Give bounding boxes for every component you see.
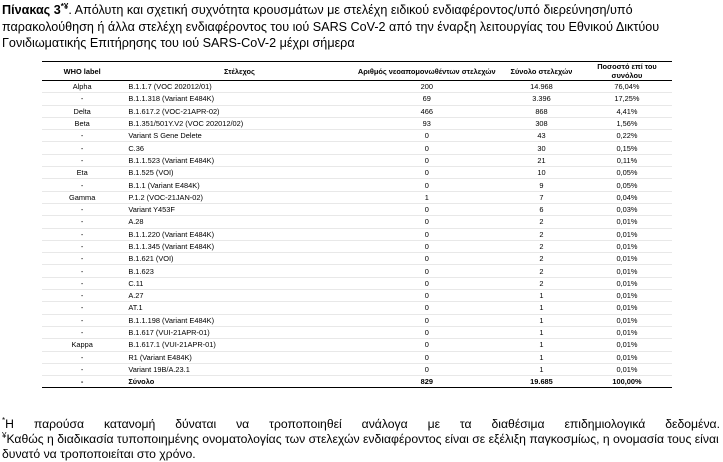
header-new-isolates: Αριθμός νεοαπομονωθέντων στελεχών: [352, 62, 501, 81]
cell-total: 3.396: [501, 93, 582, 105]
cell-new-isolates: 0: [352, 277, 501, 289]
cell-who-label: -: [42, 265, 122, 277]
cell-percentage: 0,01%: [582, 339, 672, 351]
cell-strain: Variant 19B/A.23.1: [122, 363, 352, 375]
table-row: [42, 81, 672, 93]
table-row: [42, 302, 672, 314]
cell-new-isolates: 0: [352, 314, 501, 326]
cell-strain: B.1.1.318 (Variant E484K): [122, 93, 352, 105]
cell-new-isolates: 93: [352, 117, 501, 129]
cell-percentage: 0,01%: [582, 351, 672, 363]
cell-percentage: 0,01%: [582, 290, 672, 302]
table-row: [42, 179, 672, 191]
caption-marks: *¥: [60, 1, 69, 11]
cell-new-isolates: 0: [352, 142, 501, 154]
cell-who-label: -: [42, 314, 122, 326]
table-row: [42, 277, 672, 289]
header-total: Σύνολο στελεχών: [501, 62, 582, 81]
cell-new-isolates: 0: [352, 302, 501, 314]
cell-who-label: -: [42, 228, 122, 240]
cell-who-label: Alpha: [42, 81, 122, 93]
cell-new-isolates: 69: [352, 93, 501, 105]
table-row: [42, 105, 672, 117]
cell-new-isolates: 0: [352, 253, 501, 265]
cell-strain: AT.1: [122, 302, 352, 314]
cell-strain: B.1.351/501Y.V2 (VOC 202012/02): [122, 117, 352, 129]
cell-percentage: 100,00%: [582, 376, 672, 388]
cell-new-isolates: 0: [352, 167, 501, 179]
cell-strain: A.28: [122, 216, 352, 228]
cell-percentage: 0,05%: [582, 167, 672, 179]
table-row: [42, 314, 672, 326]
table-row: [42, 154, 672, 166]
cell-total: 868: [501, 105, 582, 117]
cell-strain: B.1.1.198 (Variant E484K): [122, 314, 352, 326]
cell-who-label: -: [42, 351, 122, 363]
header-percentage: Ποσοστό επί του συνόλου: [582, 62, 672, 81]
cell-total: 1: [501, 351, 582, 363]
cell-new-isolates: 0: [352, 179, 501, 191]
cell-strain: Variant S Gene Delete: [122, 130, 352, 142]
table-row: [42, 265, 672, 277]
cell-new-isolates: 0: [352, 216, 501, 228]
table-row: [42, 240, 672, 252]
cell-who-label: -: [42, 142, 122, 154]
cell-total: 43: [501, 130, 582, 142]
table-row: [42, 167, 672, 179]
cell-percentage: 76,04%: [582, 81, 672, 93]
cell-who-label: Gamma: [42, 191, 122, 203]
cell-total: 1: [501, 326, 582, 338]
cell-percentage: 0,03%: [582, 203, 672, 215]
header-strain: Στέλεχος: [122, 62, 352, 81]
cell-who-label: -: [42, 130, 122, 142]
cell-strain: C.36: [122, 142, 352, 154]
table-row: [42, 253, 672, 265]
cell-percentage: 0,01%: [582, 314, 672, 326]
cell-who-label: Eta: [42, 167, 122, 179]
strain-table: [42, 61, 672, 388]
cell-total: 1: [501, 290, 582, 302]
cell-strain: B.1.617 (VUI-21APR-01): [122, 326, 352, 338]
table-row: [42, 290, 672, 302]
table-row: [42, 130, 672, 142]
cell-strain: A.27: [122, 290, 352, 302]
cell-new-isolates: 0: [352, 290, 501, 302]
cell-strain: Σύνολο: [122, 376, 352, 388]
cell-new-isolates: 0: [352, 154, 501, 166]
cell-percentage: 0,01%: [582, 216, 672, 228]
cell-new-isolates: 1: [352, 191, 501, 203]
cell-total: 14.968: [501, 81, 582, 93]
cell-strain: B.1.1.523 (Variant E484K): [122, 154, 352, 166]
cell-strain: B.1.525 (VOI): [122, 167, 352, 179]
cell-new-isolates: 0: [352, 339, 501, 351]
cell-strain: B.1.617.1 (VUI-21APR-01): [122, 339, 352, 351]
cell-strain: Variant Y453F: [122, 203, 352, 215]
table-row: [42, 326, 672, 338]
cell-who-label: -: [42, 216, 122, 228]
table-row: [42, 228, 672, 240]
table-row: [42, 142, 672, 154]
cell-who-label: Kappa: [42, 339, 122, 351]
cell-total: 9: [501, 179, 582, 191]
table-header-row: [42, 62, 672, 81]
cell-total: 30: [501, 142, 582, 154]
cell-percentage: 0,01%: [582, 228, 672, 240]
footnote-1: *Η παρούσα κατανομή δύναται να τροποποιηθεί ανάλογα με τα διαθέσιμα επιδημιολογικά δεδομένα.: [2, 415, 720, 431]
cell-strain: B.1.1 (Variant E484K): [122, 179, 352, 191]
cell-new-isolates: 829: [352, 376, 501, 388]
cell-total: 7: [501, 191, 582, 203]
cell-who-label: -: [42, 154, 122, 166]
cell-percentage: 17,25%: [582, 93, 672, 105]
cell-who-label: -: [42, 363, 122, 375]
cell-new-isolates: 0: [352, 265, 501, 277]
cell-new-isolates: 0: [352, 326, 501, 338]
header-who-label: WHO label: [42, 62, 122, 81]
cell-new-isolates: 200: [352, 81, 501, 93]
cell-percentage: 0,01%: [582, 363, 672, 375]
cell-new-isolates: 0: [352, 351, 501, 363]
cell-new-isolates: 0: [352, 228, 501, 240]
table-row: [42, 363, 672, 375]
table-row: [42, 117, 672, 129]
cell-total: 1: [501, 302, 582, 314]
cell-strain: B.1.617.2 (VOC-21APR-02): [122, 105, 352, 117]
cell-new-isolates: 0: [352, 203, 501, 215]
table-row: [42, 216, 672, 228]
table-total-row: [42, 376, 672, 388]
cell-percentage: 0,01%: [582, 265, 672, 277]
cell-who-label: -: [42, 93, 122, 105]
cell-who-label: -: [42, 290, 122, 302]
cell-total: 2: [501, 240, 582, 252]
cell-who-label: -: [42, 253, 122, 265]
cell-percentage: 0,22%: [582, 130, 672, 142]
cell-strain: C.11: [122, 277, 352, 289]
cell-percentage: 4,41%: [582, 105, 672, 117]
table-row: [42, 203, 672, 215]
cell-total: 2: [501, 216, 582, 228]
cell-percentage: 0,04%: [582, 191, 672, 203]
cell-percentage: 0,11%: [582, 154, 672, 166]
cell-percentage: 0,05%: [582, 179, 672, 191]
cell-strain: B.1.1.7 (VOC 202012/01): [122, 81, 352, 93]
cell-new-isolates: 0: [352, 240, 501, 252]
cell-strain: B.1.623: [122, 265, 352, 277]
cell-who-label: -: [42, 203, 122, 215]
table-row: [42, 191, 672, 203]
cell-who-label: -: [42, 179, 122, 191]
cell-who-label: -: [42, 376, 122, 388]
cell-who-label: -: [42, 302, 122, 314]
table-row: [42, 339, 672, 351]
cell-total: 6: [501, 203, 582, 215]
table-row: [42, 93, 672, 105]
cell-total: 2: [501, 228, 582, 240]
caption-text: . Απόλυτη και σχετική συχνότητα κρουσμάτων με στελέχη ειδικού ενδιαφέροντος/υπό διερεύνηση/υπό παρακολούθηση ή άλλα στελέχη ενδιαφέροντος του ιού SARS CoV-2 από την έναρξη λειτουργίας του Εθνικού Δικτύου Γονιδιωματικής Επιτήρησης του ιού SARS-CoV-2 μέχρι σήμερα: [2, 3, 660, 50]
cell-total: 19.685: [501, 376, 582, 388]
cell-percentage: 0,01%: [582, 277, 672, 289]
cell-total: 21: [501, 154, 582, 166]
table-caption: [2, 2, 720, 52]
cell-total: 308: [501, 117, 582, 129]
caption-label: Πίνακας 3: [2, 3, 61, 17]
cell-who-label: Beta: [42, 117, 122, 129]
cell-percentage: 1,56%: [582, 117, 672, 129]
cell-percentage: 0,01%: [582, 240, 672, 252]
cell-who-label: -: [42, 240, 122, 252]
cell-total: 1: [501, 363, 582, 375]
cell-total: 2: [501, 265, 582, 277]
cell-new-isolates: 0: [352, 363, 501, 375]
cell-percentage: 0,01%: [582, 302, 672, 314]
cell-total: 1: [501, 339, 582, 351]
cell-percentage: 0,01%: [582, 253, 672, 265]
cell-percentage: 0,15%: [582, 142, 672, 154]
cell-strain: B.1.621 (VOI): [122, 253, 352, 265]
cell-strain: B.1.1.220 (Variant E484K): [122, 228, 352, 240]
cell-who-label: Delta: [42, 105, 122, 117]
cell-strain: R1 (Variant E484K): [122, 351, 352, 363]
cell-percentage: 0,01%: [582, 326, 672, 338]
cell-strain: B.1.1.345 (Variant E484K): [122, 240, 352, 252]
table-row: [42, 351, 672, 363]
cell-total: 1: [501, 314, 582, 326]
cell-total: 2: [501, 253, 582, 265]
cell-who-label: -: [42, 326, 122, 338]
footnotes: [2, 417, 720, 462]
cell-total: 10: [501, 167, 582, 179]
cell-strain: P.1.2 (VOC-21JAN-02): [122, 191, 352, 203]
cell-new-isolates: 466: [352, 105, 501, 117]
cell-new-isolates: 0: [352, 130, 501, 142]
cell-who-label: -: [42, 277, 122, 289]
footnote-2: ¥Καθώς η διαδικασία τυποποιημένης ονοματολογίας των στελεχών ενδιαφέροντος είναι σε εξέλιξη παγκοσμίως, η ονομασία τους είναι δυνατό να τροποποιείται στο χρόνο.: [2, 430, 719, 461]
table-body: [42, 81, 672, 388]
cell-total: 2: [501, 277, 582, 289]
